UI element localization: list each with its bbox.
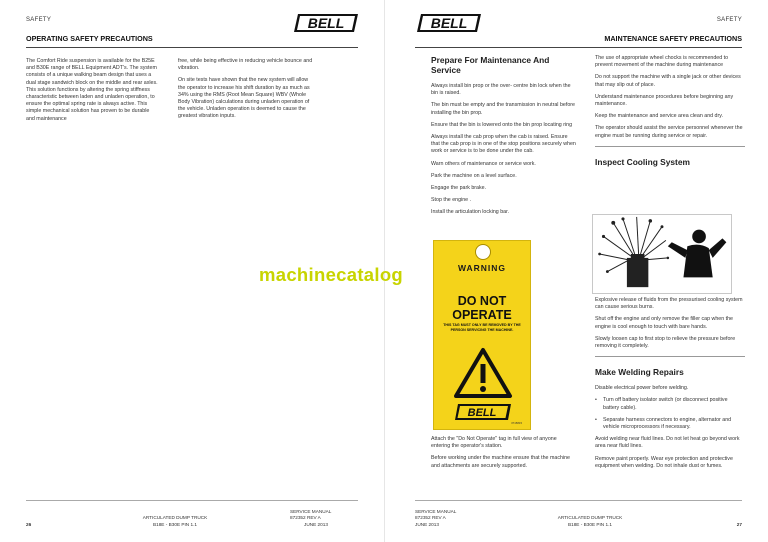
text-column-1 — [431, 55, 576, 222]
paragraph: free, while being effective in reducing vehicle bounce and vibration. — [178, 58, 313, 72]
paragraph: Slowly loosen cap to first stop to relieve the pressure before removing it completely. — [595, 335, 736, 350]
paragraph: Do not support the machine with a single jack or other devices that may slip out of place. — [595, 74, 741, 88]
paragraph: Shut off the engine and only remove the filler cap when the engine is cool enough to touch with bare hands. — [595, 316, 734, 330]
paragraph: Engage the park brake. — [431, 185, 487, 192]
tag-headline: DO NOT OPERATE — [452, 294, 512, 322]
tag-code: 3715815 — [511, 421, 522, 425]
section-label: SAFETY — [716, 17, 742, 23]
title-rule — [415, 47, 742, 48]
heading-prepare: Prepare For Maintenance And Service — [431, 55, 550, 75]
paragraph: Explosive release of fluids from the pressurised cooling system can cause serious burns. — [595, 297, 743, 311]
page-number: 27 — [736, 521, 742, 527]
bell-logo — [415, 10, 485, 36]
paragraph: Remove paint properly. Wear eye protection and protective equipment when welding. Do not inhale dust or fumes. — [595, 455, 733, 469]
bell-logo-text: BELL — [430, 15, 468, 31]
paragraph: Keep the maintenance and service area clean and dry. — [595, 113, 723, 120]
list-item: • Turn off battery isolator switch (or disconnect positive battery cable). — [595, 397, 745, 411]
paragraph: Warn others of maintenance or service work. — [431, 160, 536, 167]
paragraph: Before working under the machine ensure that the machine and attachments are securely supported. — [431, 455, 570, 469]
paragraph: The use of appropriate wheel chocks is recommended to prevent movement of the machine during maintenance — [595, 55, 729, 69]
tag-fine-print: THIS TAG MUST ONLY BE REMOVED BY THE PERSON SERVICING THE MACHINE. — [443, 323, 521, 332]
svg-text:BELL: BELL — [467, 407, 497, 419]
text-column-1 — [26, 58, 158, 128]
paragraph: Avoid welding near fluid lines. Do not let heat go beyond work area near fluid lines. — [595, 436, 740, 450]
cooling-system-spray-illustration — [592, 214, 732, 294]
do-not-operate-tag — [433, 240, 531, 430]
tag-warning-text: WARNING — [457, 263, 507, 273]
text-column-2 — [595, 55, 745, 175]
text-column-2 — [178, 58, 313, 126]
footer-model: ARTICULATED DUMP TRUCK B18E - B30E PIN 1.1 — [142, 515, 208, 527]
paragraph: The bin must be empty and the transmission in neutral before installing the bin prop. — [431, 102, 575, 116]
paragraph: Park the machine on a level surface. — [431, 172, 517, 179]
footer-model: ARTICULATED DUMP TRUCK B18E - B30E PIN 1.1 — [557, 515, 623, 527]
section-label: SAFETY — [26, 17, 52, 23]
paragraph: Disable electrical power before welding. — [595, 385, 689, 392]
paragraph: Stop the engine . — [431, 197, 472, 204]
welding-bullets — [595, 397, 745, 431]
cooling-text — [595, 297, 745, 475]
footer-rule — [26, 500, 358, 501]
paragraph: The Comfort Ride suspension is available for the B25E and B30E range of BELL Equipment ADT's. The system consists of a unique walking beam design that uses a dual stage sandwich block on the middle and rear axles. This solution functions by altering the spring stiffness characteristic between laden and unladen operation, to ensure the optimal spring rate is always active. This simple mechanical solution has proven to be durable and maintenance — [26, 58, 158, 122]
paragraph: Ensure that the bin is lowered onto the bin prop locating ring — [431, 121, 573, 128]
paragraph: Install the articulation locking bar. — [431, 209, 510, 216]
heading-cooling: Inspect Cooling System — [595, 156, 690, 167]
bell-logo-text: BELL — [307, 15, 345, 31]
title-rule — [26, 47, 358, 48]
paragraph: On site tests have shown that the new system will allow the operator to increase his shift duration by as much as 34% using the RMS (Root Mean Square) WBV (Whole Body Vibration) calculations during unladen operation of the vehicle. Unladen operation is deemed to cause the greatest vibration inputs. — [178, 77, 310, 120]
tag-hole — [475, 244, 491, 260]
footer-rule — [415, 500, 742, 501]
paragraph: Attach the "Do Not Operate" tag in full view of anyone entering the operator's station. — [431, 436, 557, 450]
warning-triangle-icon — [453, 347, 513, 399]
paragraph: Always install bin prop or the over- centre bin lock when the bin is raised. — [431, 83, 571, 97]
tag-caption-block — [431, 436, 576, 475]
paragraph: Always install the cab prop when the cab is raised. Ensure that the cab prop is in one of the stop positions securely when work or service is to be done under the cab. — [431, 134, 576, 155]
page-number: 26 — [26, 521, 32, 527]
page-title: OPERATING SAFETY PRECAUTIONS — [26, 34, 153, 43]
divider — [595, 356, 745, 357]
footer-manual: SERVICE MANUAL 872352 REV A JUNE 2013 — [415, 509, 457, 527]
bell-logo — [292, 10, 362, 36]
paragraph: The operator should assist the service personnel whenever the engine must be running during service or repair. — [595, 125, 743, 139]
divider — [595, 146, 745, 147]
heading-welding: Make Welding Repairs — [595, 367, 684, 378]
paragraph: Understand maintenance procedures before beginning any maintenance. — [595, 93, 734, 108]
list-item: • Separate harness connectors to engine, alternator and vehicle microprocessors if necessary. — [595, 417, 745, 431]
footer-manual: SERVICE MANUAL 872352 REV A JUNE 2013 — [290, 509, 332, 527]
page-title: MAINTENANCE SAFETY PRECAUTIONS — [604, 34, 742, 43]
tag-bell-logo — [453, 402, 513, 422]
watermark-text: machinecatalog — [259, 264, 404, 285]
